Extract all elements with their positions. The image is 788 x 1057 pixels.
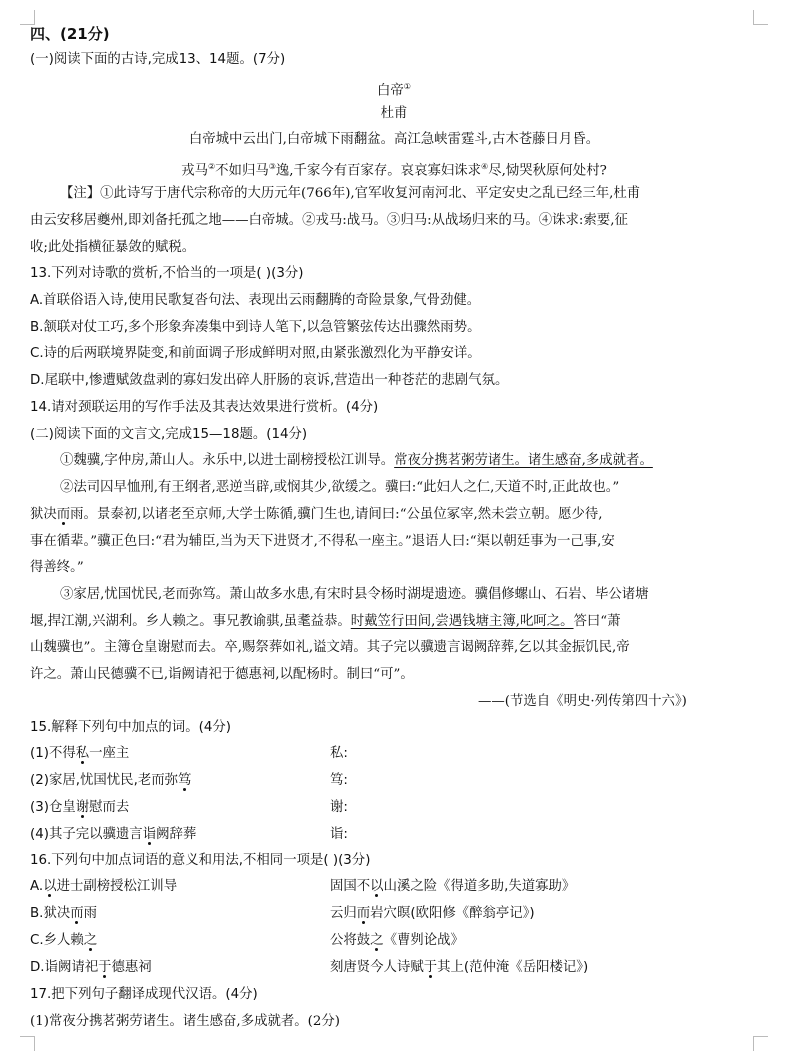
passage-p3-line-4: 许之。萧山民德骥不已,诣阙请祀于德惠祠,以配杨时。制曰“可”。 xyxy=(30,667,414,682)
crop-mark-bottom-right xyxy=(753,1036,768,1051)
crop-mark-top-right xyxy=(753,10,768,25)
q17-item-1: (1)常夜分携茗粥劳诸生。诸生感奋,多成就者。(2分) xyxy=(30,1014,341,1029)
passage-p2-line-2: 狱决而雨。景泰初,以诸老至京师,大学士陈循,骥门生也,请间曰:“公虽位冢宰,然未尝立朝。愿少待, xyxy=(30,507,603,522)
crop-mark-bottom-left xyxy=(20,1036,35,1051)
passage-p2-line-4: 得善终。” xyxy=(30,560,84,575)
passage-p2-line-1: ②法司囚早恤刑,有王纲者,恶逆当辟,或悯其少,欲缓之。骥曰:“此妇人之仁,天道不时,正此故也。” xyxy=(60,480,620,495)
q15-stem: 15.解释下列句中加点的词。(4分) xyxy=(30,720,231,735)
q16-option-a-right: 固国不以山溪之险《得道多助,失道寡助》 xyxy=(330,879,576,894)
part1-instruction: (一)阅读下面的古诗,完成13、14题。(7分) xyxy=(30,52,286,67)
passage-p3-line-1: ③家居,忧国忧民,老而弥笃。萧山故多水患,有宋时县令杨时湖堤遗迹。骥倡修螺山、石岩、毕公诸塘 xyxy=(60,587,649,602)
q13-option-b: B.颔联对仗工巧,多个形象奔凑集中到诗人笔下,以急管繁弦传达出骤然雨势。 xyxy=(30,320,481,335)
q15-item-3: (3)仓皇谢慰而去 xyxy=(30,800,130,815)
passage-p3-line-2: 堰,捍江潮,兴湖利。乡人赖之。事兄教谕骐,虽耄益恭。时戴笠行田间,尝遇钱塘主簿,叱呵之。答曰“萧 xyxy=(30,614,621,629)
q13-option-a: A.首联俗语入诗,使用民歌复沓句法、表现出云雨翻腾的奇险景象,气骨劲健。 xyxy=(30,293,481,308)
q17-stem: 17.把下列句子翻译成现代汉语。(4分) xyxy=(30,987,258,1002)
poem-note-line-3: 收;此处指横征暴敛的赋税。 xyxy=(30,240,196,255)
poem-line-2: 戎马②不如归马③逸,千家今有百家存。哀哀寡妇诛求④尽,恸哭秋原何处村? xyxy=(181,162,607,179)
passage-p2-line-3: 事在循辈。”骥正色曰:“君为辅臣,当为天下进贤才,不得私一座主。”退语人曰:“渠以朝廷事为一己事,安 xyxy=(30,534,615,549)
poem-line-1: 白帝城中云出门,白帝城下雨翻盆。高江急峡雷霆斗,古木苍藤日月昏。 xyxy=(188,132,600,147)
q16-option-c-left: C.乡人赖之 xyxy=(30,933,98,948)
q15-item-1: (1)不得私一座主 xyxy=(30,746,130,761)
q16-option-b-left: B.狱决而雨 xyxy=(30,906,98,921)
q13-option-d: D.尾联中,惨遭赋敛盘剥的寡妇发出碎人肝肠的哀诉,营造出一种苍茫的悲剧气氛。 xyxy=(30,373,509,388)
q15-answer-4: 诣: xyxy=(330,827,348,842)
passage-p1: ①魏骥,字仲房,萧山人。永乐中,以进士副榜授松江训导。常夜分携茗粥劳诸生。诸生感奋,多成就者。 xyxy=(60,453,653,468)
passage-source: ——(节选自《明史·列传第四十六》) xyxy=(478,694,687,709)
q16-option-c-right: 公将鼓之《曹刿论战》 xyxy=(330,933,464,948)
poem-author: 杜甫 xyxy=(380,106,408,121)
poem-note-line-1: 【注】①此诗写于唐代宗称帝的大历元年(766年),官军收复河南河北、平定安史之乱已经三年,杜甫 xyxy=(60,186,641,201)
q16-option-d-right: 刻唐贤今人诗赋于其上(范仲淹《岳阳楼记》) xyxy=(330,960,589,975)
q16-option-a-left: A.以进士副榜授松江训导 xyxy=(30,879,178,894)
poem-title: 白帝① xyxy=(377,82,411,99)
q13-stem: 13.下列对诗歌的赏析,不恰当的一项是( )(3分) xyxy=(30,266,304,281)
q16-option-b-right: 云归而岩穴暝(欧阳修《醉翁亭记》) xyxy=(330,906,535,921)
q15-answer-3: 谢: xyxy=(330,800,348,815)
q16-stem: 16.下列句中加点词语的意义和用法,不相同一项是( )(3分) xyxy=(30,853,371,868)
q15-answer-2: 笃: xyxy=(330,773,348,788)
q16-option-d-left: D.诣阙请祀于德惠祠 xyxy=(30,960,152,975)
section-title: 四、(21分) xyxy=(30,25,110,43)
passage-p3-line-3: 山魏骥也”。主簿仓皇谢慰而去。卒,赐祭葬如礼,谥文靖。其子完以骥遗言谒阙辞葬,乞以其金振饥民,帝 xyxy=(30,640,630,655)
part2-instruction: (二)阅读下面的文言文,完成15—18题。(14分) xyxy=(30,427,308,442)
q15-item-4: (4)其子完以骥遗言诣阙辞葬 xyxy=(30,827,197,842)
q15-answer-1: 私: xyxy=(330,746,348,761)
q15-item-2: (2)家居,忧国忧民,老而弥笃 xyxy=(30,773,192,788)
crop-mark-top-left xyxy=(20,10,35,25)
q14-stem: 14.请对颈联运用的写作手法及其表达效果进行赏析。(4分) xyxy=(30,400,379,415)
q13-option-c: C.诗的后两联境界陡变,和前面调子形成鲜明对照,由紧张激烈化为平静安详。 xyxy=(30,346,481,361)
poem-note-line-2: 由云安移居夔州,即刘备托孤之地——白帝城。②戎马:战马。③归马:从战场归来的马。④诛求:索要,征 xyxy=(30,213,628,228)
